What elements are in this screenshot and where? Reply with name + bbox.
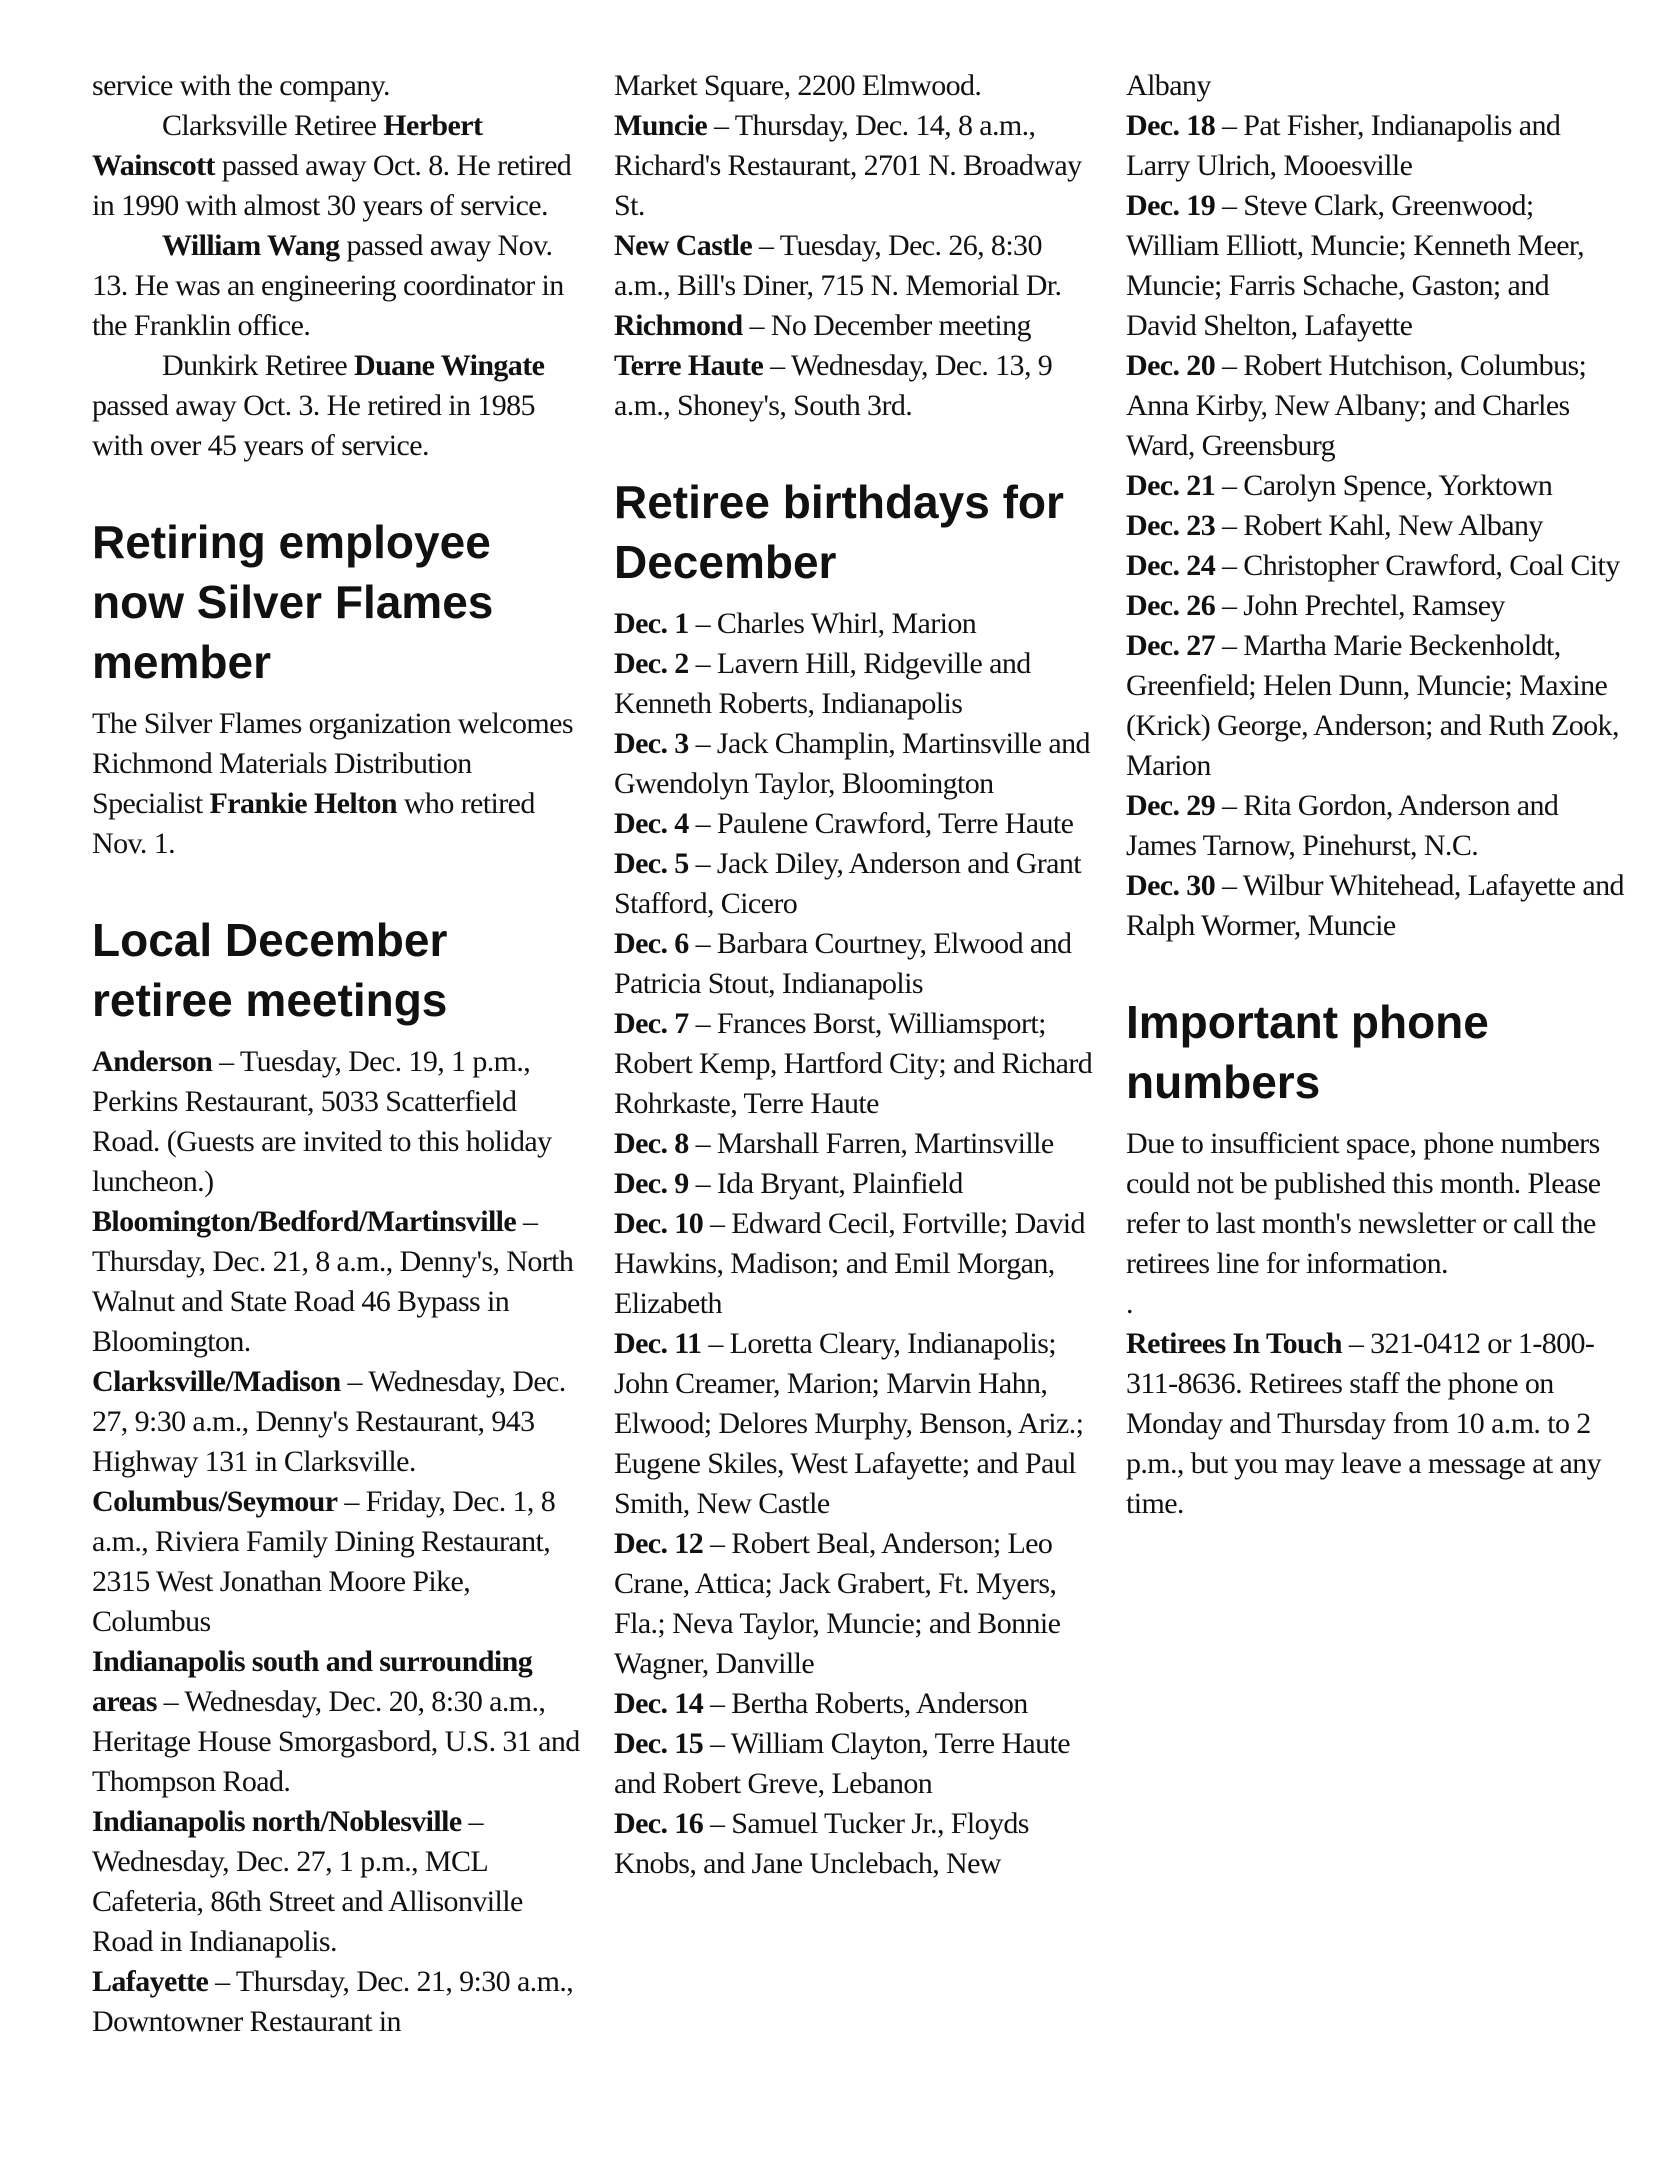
birthday-entry — [614, 844, 1104, 924]
birthday-date: Dec. 20 — [1126, 349, 1216, 382]
birthday-names: – Loretta Cleary, Indianapolis; John Creamer, Marion; Marvin Hahn, Elwood; Delores Murphy, Benson, Ariz.; Eugene Skiles, West Lafayette; and Paul Smith, New Castle — [614, 1327, 1084, 1520]
birthday-names: – Steve Clark, Greenwood; William Elliott, Muncie; Kenneth Meer, Muncie; Farris Schache, Gaston; and David Shelton, Lafayette — [1126, 189, 1585, 342]
birthday-list — [1126, 106, 1626, 946]
birthday-entry — [1126, 866, 1626, 946]
meeting-item: Clarksville/Madison – Wednesday, Dec. 27, 9:30 a.m., Denny's Restaurant, 943 Highway 131 in Clarksville. — [92, 1365, 566, 1478]
birthday-entry — [1126, 506, 1626, 546]
birthday-date: Dec. 21 — [1126, 469, 1216, 502]
retirees-in-touch: Retirees In Touch – 321-0412 or 1-800-311-8636. Retirees staff the phone on Monday and Thursday from 10 a.m. to 2 p.m., but you may leave a message at any time. — [1126, 1327, 1602, 1520]
meeting-item: Terre Haute – Wednesday, Dec. 13, 9 a.m., Shoney's, South 3rd. — [614, 349, 1053, 422]
birthday-names: – Lavern Hill, Ridgeville and Kenneth Roberts, Indianapolis — [614, 647, 1031, 720]
birthday-date: Dec. 30 — [1126, 869, 1216, 902]
birthday-entry — [614, 1004, 1104, 1124]
obit-name: Herbert Wainscott — [92, 109, 483, 182]
birthday-entry — [614, 1124, 1104, 1164]
birthday-date: Dec. 11 — [614, 1327, 702, 1360]
meetings-heading: Local December retiree meetings — [92, 914, 448, 1026]
birthday-date: Dec. 26 — [1126, 589, 1216, 622]
birthday-date: Dec. 7 — [614, 1007, 689, 1040]
obit-name: Duane Wingate — [354, 349, 545, 382]
birthday-entry — [1126, 466, 1626, 506]
birthday-continued: Albany — [1126, 69, 1211, 102]
birthday-date: Dec. 27 — [1126, 629, 1216, 662]
birthday-entry — [1126, 546, 1626, 586]
birthday-entry — [614, 1684, 1104, 1724]
birthday-entry — [614, 1724, 1104, 1804]
birthday-entry — [1126, 346, 1626, 466]
meeting-item: Indianapolis south and surrounding areas – Wednesday, Dec. 20, 8:30 a.m., Heritage House Smorgasbord, U.S. 31 and Thompson Road. — [92, 1645, 580, 1798]
birthday-names: – Rita Gordon, Anderson and James Tarnow, Pinehurst, N.C. — [1126, 789, 1559, 862]
birthday-entry — [614, 644, 1104, 724]
birthday-date: Dec. 12 — [614, 1527, 704, 1560]
obit-3: Dunkirk Retiree Duane Wingate passed away Oct. 3. He retired in 1985 with over 45 years of service. — [92, 349, 545, 462]
birthday-names: – Charles Whirl, Marion — [688, 607, 977, 640]
silver-flames-text: The Silver Flames organization welcomes Richmond Materials Distribution Specialist Frankie Helton who retired Nov. 1. — [92, 707, 573, 860]
meeting-item: Anderson – Tuesday, Dec. 19, 1 p.m., Perkins Restaurant, 5033 Scatterfield Road. (Guests are invited to this holiday luncheon.) — [92, 1045, 552, 1198]
birthday-entry — [1126, 186, 1626, 346]
meeting-continued: Market Square, 2200 Elmwood. — [614, 69, 982, 102]
retiree-name: Frankie Helton — [209, 787, 397, 820]
birthday-names: – Barbara Courtney, Elwood and Patricia Stout, Indianapolis — [614, 927, 1072, 1000]
meeting-item: Columbus/Seymour – Friday, Dec. 1, 8 a.m., Riviera Family Dining Restaurant, 2315 West Jonathan Moore Pike, Columbus — [92, 1485, 556, 1638]
meeting-item: Muncie – Thursday, Dec. 14, 8 a.m., Richard's Restaurant, 2701 N. Broadway St. — [614, 109, 1082, 222]
birthday-names: – Wilbur Whitehead, Lafayette and Ralph Wormer, Muncie — [1126, 869, 1624, 942]
birthday-date: Dec. 18 — [1126, 109, 1216, 142]
birthday-date: Dec. 16 — [614, 1807, 704, 1840]
birthday-entry — [1126, 786, 1626, 866]
meeting-item: Bloomington/Bedford/Martinsville – Thursday, Dec. 21, 8 a.m., Denny's, North Walnut and State Road 46 Bypass in Bloomington. — [92, 1205, 574, 1358]
birthday-date: Dec. 2 — [614, 647, 689, 680]
birthday-date: Dec. 19 — [1126, 189, 1216, 222]
birthday-names: – Robert Kahl, New Albany — [1215, 509, 1543, 542]
birthdays-heading: Retiree birthdays for December — [614, 476, 1064, 588]
birthday-date: Dec. 24 — [1126, 549, 1216, 582]
birthday-date: Dec. 1 — [614, 607, 689, 640]
birthday-names: – Jack Diley, Anderson and Grant Stafford, Cicero — [614, 847, 1082, 920]
birthday-entry — [614, 1324, 1104, 1524]
birthday-date: Dec. 29 — [1126, 789, 1216, 822]
birthday-names: – Jack Champlin, Martinsville and Gwendolyn Taylor, Bloomington — [614, 727, 1090, 800]
birthday-names: – Carolyn Spence, Yorktown — [1215, 469, 1553, 502]
birthday-names: – Marshall Farren, Martinsville — [688, 1127, 1054, 1160]
birthday-date: Dec. 10 — [614, 1207, 704, 1240]
birthday-list — [614, 604, 1104, 1884]
birthday-date: Dec. 6 — [614, 927, 689, 960]
birthday-date: Dec. 8 — [614, 1127, 689, 1160]
birthday-names: – Edward Cecil, Fortville; David Hawkins, Madison; and Emil Morgan, Elizabeth — [614, 1207, 1085, 1320]
birthday-names: – Paulene Crawford, Terre Haute — [688, 807, 1074, 840]
phone-numbers-text: Due to insufficient space, phone numbers could not be published this month. Please refer to last month's newsletter or call the retirees line for information. — [1126, 1127, 1601, 1280]
meeting-item: Lafayette – Thursday, Dec. 21, 9:30 a.m., Downtowner Restaurant in — [92, 1965, 574, 2038]
birthday-names: – Robert Hutchison, Columbus; Anna Kirby, New Albany; and Charles Ward, Greensburg — [1126, 349, 1587, 462]
birthday-names: – Ida Bryant, Plainfield — [688, 1167, 963, 1200]
birthday-names: – Frances Borst, Williamsport; Robert Kemp, Hartford City; and Richard Rohrkaste, Terre Haute — [614, 1007, 1093, 1120]
birthday-entry — [614, 1164, 1104, 1204]
birthday-date: Dec. 15 — [614, 1727, 704, 1760]
obit-name: William Wang — [162, 229, 340, 262]
birthday-entry — [1126, 586, 1626, 626]
birthday-entry — [614, 604, 1104, 644]
phone-numbers-heading: Important phone numbers — [1126, 996, 1489, 1108]
meeting-item: Richmond – No December meeting — [614, 309, 1031, 342]
birthday-names: – Christopher Crawford, Coal City — [1215, 549, 1620, 582]
birthday-date: Dec. 23 — [1126, 509, 1216, 542]
silver-flames-heading: Retiring employee now Silver Flames member — [92, 516, 494, 688]
birthday-names: – Pat Fisher, Indianapolis and Larry Ulrich, Mooesville — [1126, 109, 1561, 182]
birthday-names: – Samuel Tucker Jr., Floyds Knobs, and Jane Unclebach, New — [614, 1807, 1029, 1880]
birthday-entry — [614, 1204, 1104, 1324]
birthday-date: Dec. 4 — [614, 807, 689, 840]
column-2 — [614, 66, 1104, 1884]
column-1 — [92, 66, 580, 2042]
birthday-entry — [1126, 626, 1626, 786]
birthday-names: – Bertha Roberts, Anderson — [703, 1687, 1028, 1720]
birthday-entry — [1126, 106, 1626, 186]
column-3 — [1126, 66, 1626, 1524]
birthday-names: – William Clayton, Terre Haute and Robert Greve, Lebanon — [614, 1727, 1070, 1800]
birthday-date: Dec. 3 — [614, 727, 689, 760]
meeting-item: New Castle – Tuesday, Dec. 26, 8:30 a.m., Bill's Diner, 715 N. Memorial Dr. — [614, 229, 1062, 302]
birthday-date: Dec. 5 — [614, 847, 689, 880]
birthday-entry — [614, 1804, 1104, 1884]
birthday-entry — [614, 1524, 1104, 1684]
meeting-item: Indianapolis north/Noblesville – Wednesday, Dec. 27, 1 p.m., MCL Cafeteria, 86th Street and Allisonville Road in Indianapolis. — [92, 1805, 523, 1958]
birthday-date: Dec. 14 — [614, 1687, 704, 1720]
obit-1: Clarksville Retiree Herbert Wainscott passed away Oct. 8. He retired in 1990 with almost 30 years of service. — [92, 109, 572, 222]
birthday-entry — [614, 804, 1104, 844]
obit-2: William Wang passed away Nov. 13. He was an engineering coordinator in the Franklin office. — [92, 229, 564, 342]
birthday-date: Dec. 9 — [614, 1167, 689, 1200]
birthday-entry — [614, 924, 1104, 1004]
birthday-names: – Martha Marie Beckenholdt, Greenfield; Helen Dunn, Muncie; Maxine (Krick) George, Anderson; and Ruth Zook, Marion — [1126, 629, 1619, 782]
stray-dot: . — [1126, 1287, 1133, 1320]
birthday-names: – John Prechtel, Ramsey — [1215, 589, 1505, 622]
obit-0: service with the company. — [92, 69, 390, 102]
birthday-entry — [614, 724, 1104, 804]
birthday-names: – Robert Beal, Anderson; Leo Crane, Attica; Jack Grabert, Ft. Myers, Fla.; Neva Taylor, Muncie; and Bonnie Wagner, Danville — [614, 1527, 1061, 1680]
